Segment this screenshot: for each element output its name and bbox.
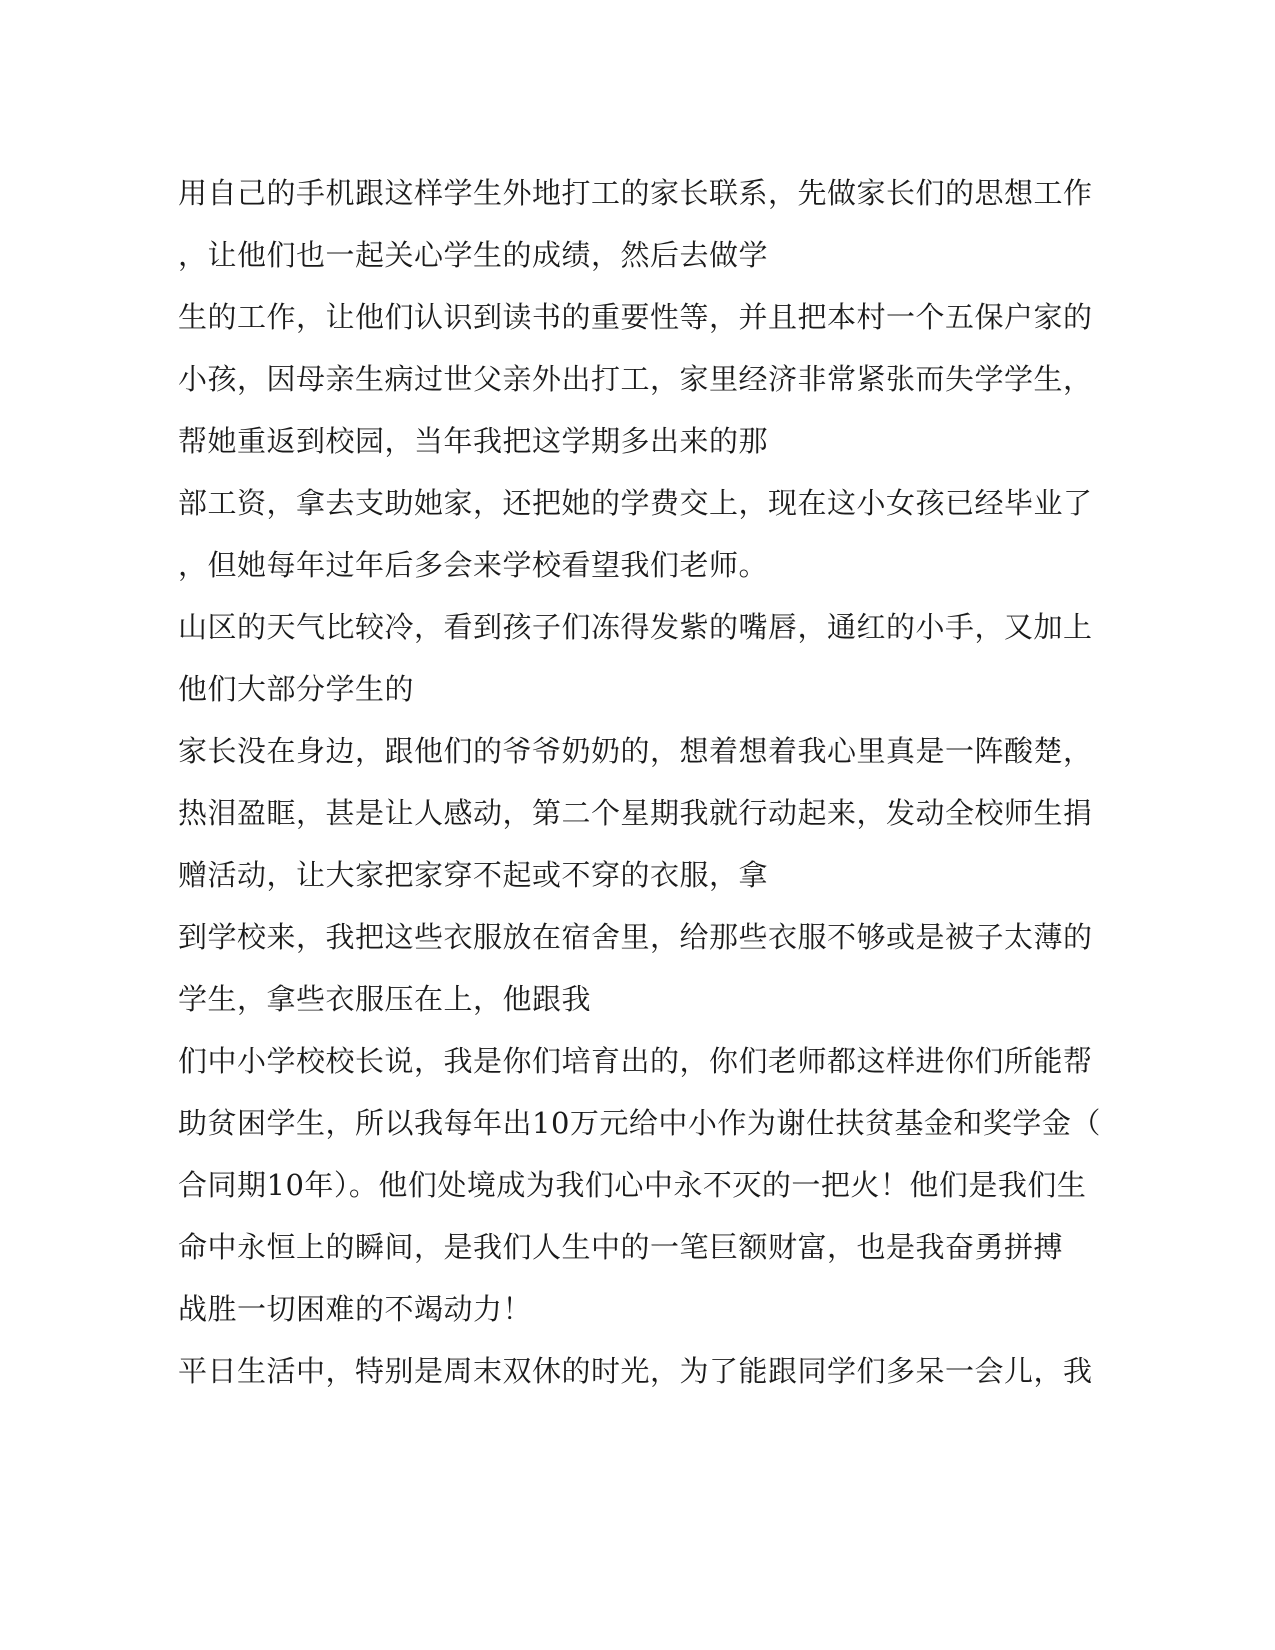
text-line: ，让他们也一起关心学生的成绩，然后去做学 [178,238,769,272]
text-line: 们中小学校校长说，我是你们培育出的，你们老师都这样进你们所能帮 [178,1044,1093,1078]
text-line: 他们大部分学生的 [178,672,415,706]
text-line: 用自己的手机跟这样学生外地打工的家长联系，先做家长们的思想工作 [178,176,1093,210]
text-line: 赠活动，让大家把家穿不起或不穿的衣服，拿 [178,858,769,892]
text-line: 合同期10年）。他们处境成为我们心中永不灭的一把火！他们是我们生 [178,1168,1087,1202]
text-line: 帮她重返到校园，当年我把这学期多出来的那 [178,424,769,458]
text-line: 生的工作，让他们认识到读书的重要性等，并且把本村一个五保户家的 [178,300,1093,334]
text-line: 热泪盈眶，甚是让人感动，第二个星期我就行动起来，发动全校师生捐 [178,796,1093,830]
text-line: 山区的天气比较冷，看到孩子们冻得发紫的嘴唇，通红的小手，又加上 [178,610,1093,644]
document-body [178,162,1101,1402]
text-line: 部工资，拿去支助她家，还把她的学费交上，现在这小女孩已经毕业了 [178,486,1093,520]
text-line: 助贫困学生，所以我每年出10万元给中小作为谢仕扶贫基金和奖学金（ [178,1106,1101,1140]
text-line: 命中永恒上的瞬间，是我们人生中的一笔巨额财富，也是我奋勇拼搏 [178,1230,1064,1264]
text-line: 平日生活中，特别是周末双休的时光，为了能跟同学们多呆一会儿，我 [178,1354,1093,1388]
text-line: ，但她每年过年后多会来学校看望我们老师。 [178,548,769,582]
text-line: 到学校来，我把这些衣服放在宿舍里，给那些衣服不够或是被子太薄的 [178,920,1093,954]
text-line: 战胜一切困难的不竭动力！ [178,1292,533,1326]
text-line: 家长没在身边，跟他们的爷爷奶奶的，想着想着我心里真是一阵酸楚， [178,734,1093,768]
text-line: 小孩，因母亲生病过世父亲外出打工，家里经济非常紧张而失学学生， [178,362,1093,396]
text-line: 学生，拿些衣服压在上，他跟我 [178,982,592,1016]
